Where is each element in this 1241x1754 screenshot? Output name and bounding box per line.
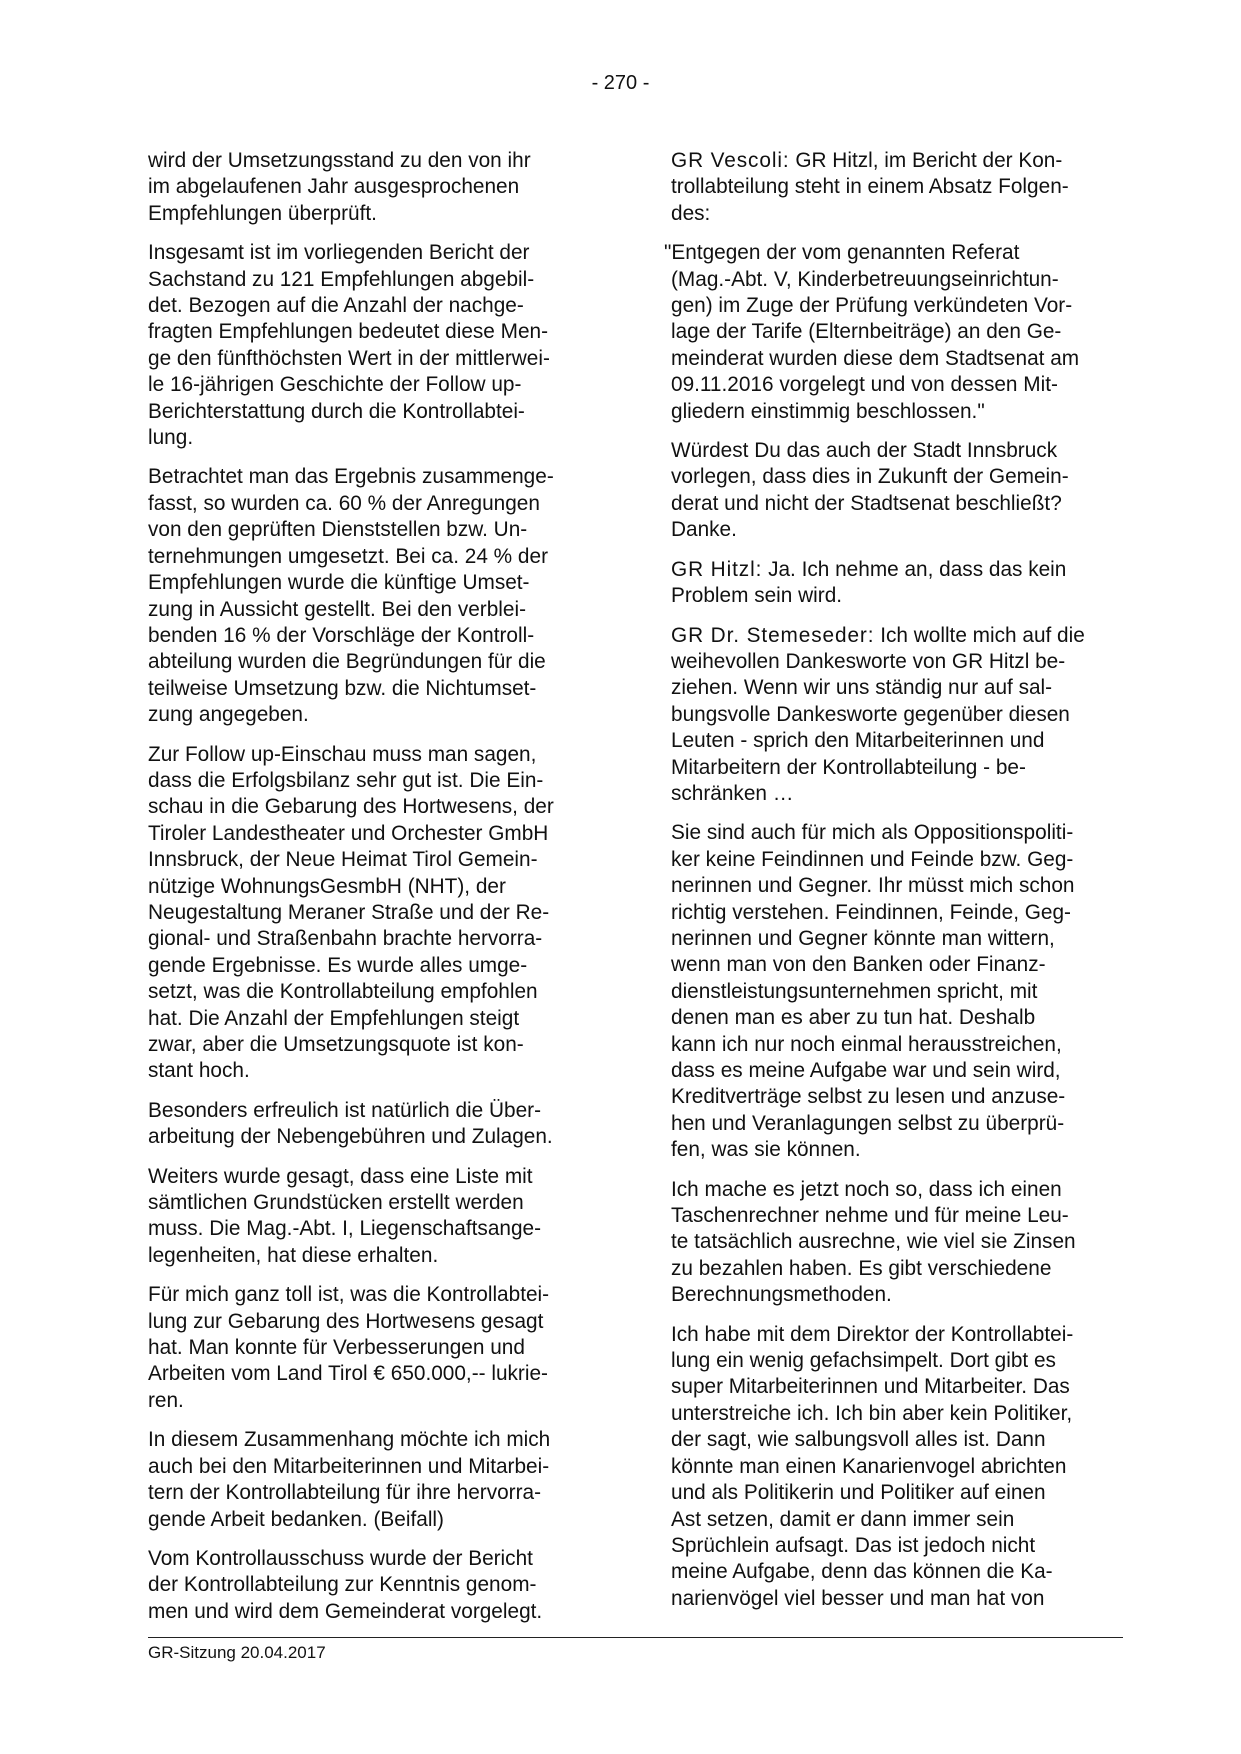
paragraph: Insgesamt ist im vorliegenden Bericht der Sachstand zu 121 Empfehlungen abgebil- det. Bezogen auf die Anzahl der nachge- fragten Empfehlungen bedeutet diese Men- ge den fünfthöchsten Wert in der mittlerwei- le 16-jährigen Geschichte der Follow up- Berichterstattung durch die Kontrollabtei- lung. [148,241,550,450]
speech-hitzl [671,557,1121,610]
quoted-passage: "Entgegen der vom genannten Referat (Mag.-Abt. V, Kinderbetreuungseinrichtun- gen) im Zuge der Prüfung verkündeten Vor- lage der Tarife (Elternbeiträge) an den Ge- meinderat wurden diese dem Stadtsenat am 09.11.2016 vorgelegt und von dessen Mit- gliedern einstimmig beschlossen." [664,241,1080,423]
speech-stemeseder [671,623,1121,808]
left-column [148,148,603,1638]
paragraph: Zur Follow up-Einschau muss man sagen, dass die Erfolgsbilanz sehr gut ist. Die Ein- schau in die Gebarung des Hortwesens, der Tiroler Landestheater und Orchester GmbH Innsbruck, der Neue Heimat Tirol Gemein- nützige WohnungsGesmbH (NHT), der Neugestaltung Meraner Straße und der Re- gional- und Straßenbahn brachte hervorra- gende Ergebnisse. Es wurde alles umge- setzt, was die Kontrollabteilung empfohlen hat. Die Anzahl der Empfehlungen steigt zwar, aber die Umsetzungsquote ist kon- stant hoch. [148,742,554,1083]
speaker-name: GR Dr. Stemeseder: [671,623,875,647]
paragraph: In diesem Zusammenhang möchte ich mich auch bei den Mitarbeiterinnen und Mitarbei- tern der Kontrollabteilung für ihre hervorra- gende Arbeit bedanken. (Beifall) [148,1428,551,1531]
paragraph: Weiters wurde gesagt, dass eine Liste mit sämtlichen Grundstücken erstellt werden muss. Die Mag.-Abt. I, Liegenschaftsange- legenheiten, hat diese erhalten. [148,1164,542,1267]
paragraph: wird der Umsetzungsstand zu den von ihr im abgelaufenen Jahr ausgesprochenen Empfehlungen überprüft. [148,149,531,225]
paragraph: Sie sind auch für mich als Oppositionspoliti- ker keine Feindinnen und Feinde bzw. Geg- nerinnen und Gegner. Ihr müsst mich schon richtig verstehen. Feindinnen, Feinde, Geg- nerinnen und Gegner könnte man wittern, wenn man von den Banken oder Finanz- dienstleistungsunternehmen spricht, mit denen man es aber zu tun hat. Deshalb kann ich nur noch einmal herausstreichen, dass es meine Aufgabe war und sein wird, Kreditverträge selbst zu lesen und anzuse- hen und Veranlagungen selbst zu überprü- fen, was sie können. [671,821,1075,1162]
speech-text: Ich wollte mich auf die weihevollen Dankesworte von GR Hitzl be- ziehen. Wenn wir uns ständig nur auf sal- bungsvolle Dankesworte gegenüber diesen Leuten - sprich den Mitarbeiterinnen und Mitarbeitern der Kontrollabteilung - be- schränken … [671,623,1085,805]
speech-vescoli [671,148,1121,227]
paragraph: Ich habe mit dem Direktor der Kontrollabtei- lung ein wenig gefachsimpelt. Dort gibt es super Mitarbeiterinnen und Mitarbeiter. Das unterstreiche ich. Ich bin aber kein Politiker, der sagt, wie salbungsvoll alles ist. Dann könnte man einen Kanarienvogel abrichten und als Politikerin und Politiker auf einen Ast setzen, damit er dann immer sein Sprüchlein aufsagt. Das ist jedoch nicht meine Aufgabe, denn das können die Ka- narienvögel viel besser und man hat von [671,1322,1074,1610]
paragraph: Besonders erfreulich ist natürlich die Über- arbeitung der Nebengebühren und Zulagen. [148,1098,553,1149]
right-column [664,148,1121,1625]
speaker-name: GR Vescoli: [671,149,790,172]
speech-text: GR Hitzl, im Bericht der Kon- trollabteilung steht in einem Absatz Folgen- des: [671,149,1069,225]
speaker-name: GR Hitzl: [671,557,763,581]
footer-session-date: GR-Sitzung 20.04.2017 [148,1643,326,1662]
footer-divider [148,1637,1123,1638]
paragraph: Würdest Du das auch der Stadt Innsbruck vorlegen, dass dies in Zukunft der Gemein- derat und nicht der Stadtsenat beschließt? Danke. [671,439,1069,542]
speech-text: Ja. Ich nehme an, dass das kein Problem sein wird. [671,557,1067,608]
paragraph: Ich mache es jetzt noch so, dass ich einen Taschenrechner nehme und für meine Leu- te tatsächlich ausrechne, wie viel sie Zinsen zu bezahlen haben. Es gibt verschiedene Berechnungsmethoden. [671,1177,1076,1307]
paragraph: Für mich ganz toll ist, was die Kontrollabtei- lung zur Gebarung des Hortwesens gesagt hat. Man konnte für Verbesserungen und Arbeiten vom Land Tirol € 650.000,-- lukrie- ren. [148,1283,550,1412]
page-number: - 270 - [591,72,650,94]
paragraph: Betrachtet man das Ergebnis zusammenge- fasst, so wurden ca. 60 % der Anregungen von den geprüften Dienststellen bzw. Un- ternehmungen umgesetzt. Bei ca. 24 % der Empfehlungen wurde die künftige Umset- zung in Aussicht gestellt. Bei den verblei- benden 16 % der Vorschläge der Kontroll- abteilung wurden die Begründungen für die teilweise Umsetzung bzw. die Nichtumset- zung angegeben. [148,465,554,727]
paragraph: Vom Kontrollausschuss wurde der Bericht der Kontrollabteilung zur Kenntnis genom- men und wird dem Gemeinderat vorgelegt. [148,1546,543,1623]
